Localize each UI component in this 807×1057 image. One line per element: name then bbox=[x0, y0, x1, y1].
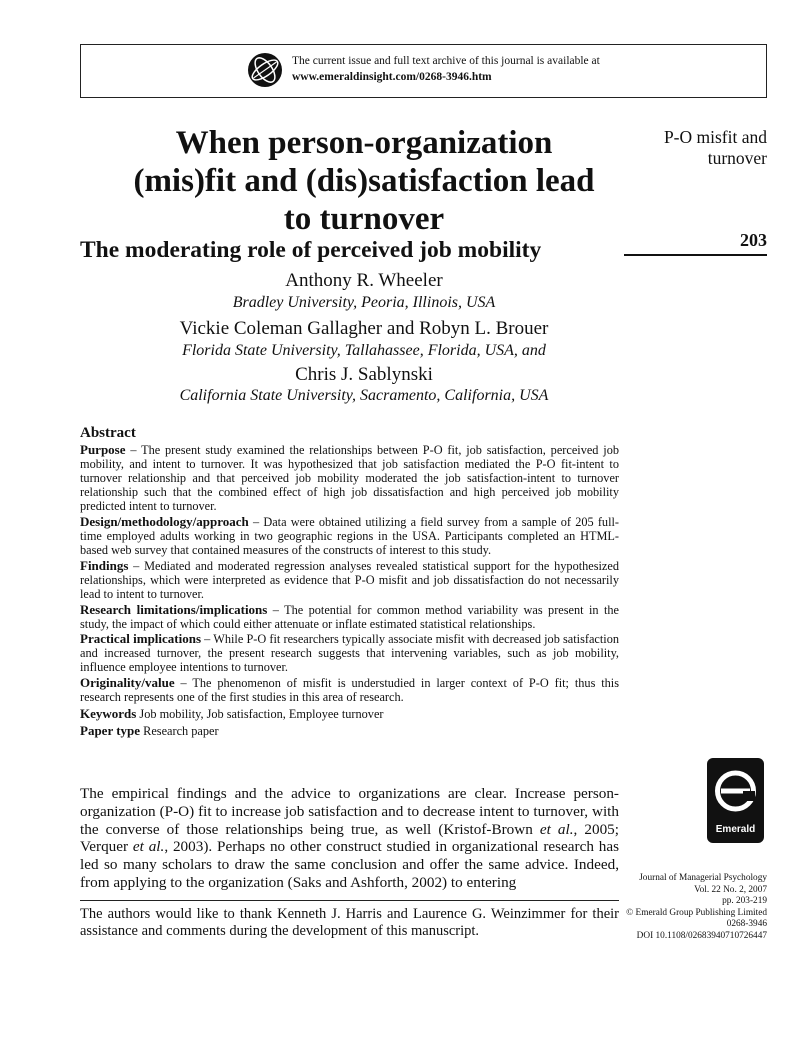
abstract-keywords: Keywords Job mobility, Job satisfaction, Employee turnover bbox=[80, 706, 384, 722]
abstract-originality: Originality/value – The phenomenon of misfit is understudied in larger context of P-O fit; thus this research represents one of the first studies in this area of research. bbox=[80, 675, 620, 705]
author-2: Vickie Coleman Gallagher and Robyn L. Brouer bbox=[179, 318, 549, 339]
author-3: Chris J. Sablynski bbox=[295, 364, 433, 385]
abstract-purpose: Purpose – The present study examined the relationships between P-O fit, job satisfaction, perceived job mobility, and intent to turnover. It was hypothesized that job satisfaction mediated the P-O fit-intent to turnover relationship and that perceived job mobility moderated the job satisfaction-intent to turnover relationship such that the combined effect of high job dissatisfaction and high perceived job mobility predicted intent to turnover. bbox=[80, 442, 619, 514]
emerald-logo-label: Emerald bbox=[715, 824, 756, 835]
header-archive-note: The current issue and full text archive of this journal is available at bbox=[292, 55, 600, 67]
running-title: P-O misfit and turnover bbox=[663, 127, 767, 168]
affiliation-2: Florida State University, Tallahassee, Florida, USA, and bbox=[182, 342, 546, 359]
article-subtitle: The moderating role of perceived job mobility bbox=[80, 237, 542, 263]
footnote-divider bbox=[80, 900, 619, 901]
page-number: 203 bbox=[740, 230, 767, 250]
abstract-paper-type: Paper type Research paper bbox=[80, 723, 219, 739]
header-url[interactable]: www.emeraldinsight.com/0268-3946.htm bbox=[292, 71, 492, 83]
abstract-body bbox=[80, 443, 619, 740]
abstract-findings: Findings – Mediated and moderated regression analyses revealed statistical support for the hypothesized relationships, which were interpreted as evidence that P-O misfit and job dissatisfaction do not necessarily lead to intent to turnover. bbox=[80, 557, 620, 601]
divider bbox=[624, 254, 767, 256]
abstract-heading: Abstract bbox=[80, 425, 136, 441]
body-paragraph: The empirical findings and the advice to organizations are clear. Increase person-organization (P-O) fit to increase job satisfaction and to decrease intent to turnover, with the converse of those relationships being true, as well (Kristof-Brown et al., 2005; Verquer et al., 2003). Perhaps no other construct studied in organizational research has led so many scholars to draw the same conclusion and offer the same advice. Indeed, from applying to the organization (Saks and Ashforth, 2002) to entering bbox=[80, 785, 619, 891]
emerald-e-icon bbox=[707, 758, 764, 822]
author-1: Anthony R. Wheeler bbox=[285, 270, 443, 291]
abstract-practical: Practical implications – While P-O fit researchers typically associate misfit with decreased job satisfaction and increased turnover, the present research suggests that intervening variables, such as job mobility, influence employee intentions to turnover. bbox=[80, 631, 619, 675]
emerald-logo bbox=[707, 758, 764, 843]
abstract-design: Design/methodology/approach – Data were obtained utilizing a field survey from a sample of 205 full-time employed adults working in two geographic regions in the USA. Participants completed an HTML-based web survey that contained measures of the constructs of interest to this study. bbox=[80, 513, 620, 558]
globe-icon bbox=[247, 52, 283, 88]
article-title: When person-organization (mis)fit and (dis)satisfaction lead to turnover bbox=[133, 125, 595, 237]
affiliation-1: Bradley University, Peoria, Illinois, USA bbox=[232, 294, 496, 311]
abstract-limitations: Research limitations/implications – The potential for common method variability was present in the study, the impact of which could either attenuate or inflate estimated statistical relationships. bbox=[80, 601, 619, 631]
journal-info: Journal of Managerial Psychology Vol. 22 No. 2, 2007 pp. 203-219 © Emerald Group Publishing Limited 0268-3946 DOI 10.1108/02683940710726447 bbox=[626, 873, 767, 941]
affiliation-3: California State University, Sacramento, California, USA bbox=[179, 387, 549, 404]
acknowledgement: The authors would like to thank Kenneth J. Harris and Laurence G. Weinzimmer for their assistance and comments during the development of this manuscript. bbox=[80, 906, 619, 939]
